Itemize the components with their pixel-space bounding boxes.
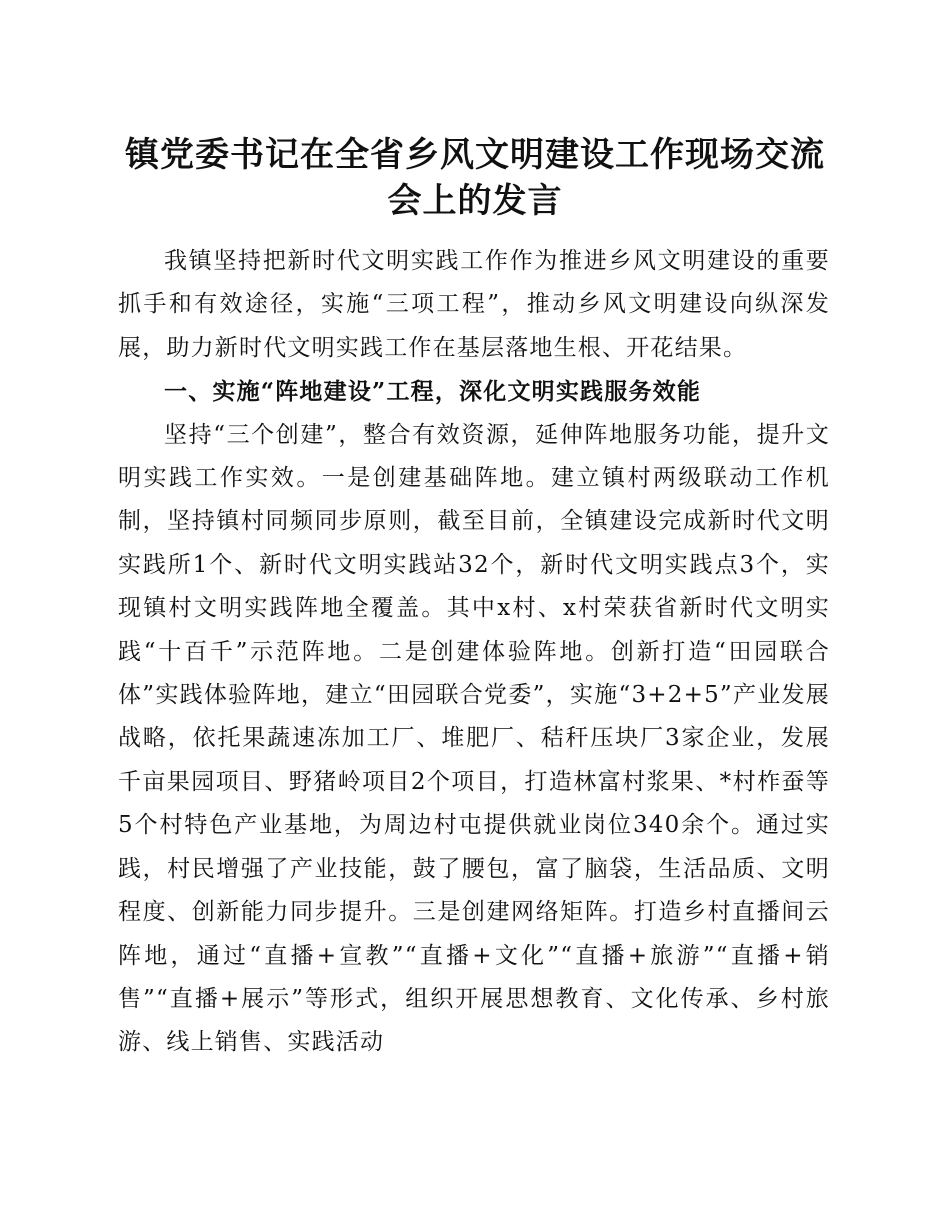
intro-paragraph: 我镇坚持把新时代文明实践工作作为推进乡风文明建设的重要抓手和有效途径，实施“三项工程”，推动乡风文明建设向纵深发展，助力新时代文明实践工作在基层落地生根、开花结果。 [118,248,830,361]
title-line-2: 会上的发言 [387,181,563,221]
section-1-paragraph: 坚持“三个创建”，整合有效资源，延伸阵地服务功能，提升文明实践工作实效。一是创建基础阵地。建立镇村两级联动工作机制，坚持镇村同频同步原则，截至目前，全镇建设完成新时代文明实践所1个、新时代文明实践站32个，新时代文明实践点3个，实现镇村文明实践阵地全覆盖。其中x村、x村荣获省新时代文明实践“十百千”示范阵地。二是创建体验阵地。创新打造“田园联合体”实践体验阵地，建立“田园联合党委”，实施“3+2+5”产业发展战略，依托果蔬速冻加工厂、堆肥厂、秸秆压块厂3家企业，发展千亩果园项目、野猪岭项目2个项目，打造林富村浆果、*村柞蚕等5个村特色产业基地，为周边村屯提供就业岗位340余个。通过实践，村民增强了产业技能，鼓了腰包，富了脑袋，生活品质、文明程度、创新能力同步提升。三是创建网络矩阵。打造乡村直播间云阵地，通过“直播+宣教”“直播+文化”“直播+旅游”“直播+销售”“直播+展示”等形式，组织开展思想教育、文化传承、乡村旅游、线上销售、实践活动 [118,421,830,1056]
title-line-1: 镇党委书记在全省乡风文明建设工作现场交流 [125,135,825,175]
section-heading-1: 一、实施“阵地建设”工程，深化文明实践服务效能 [164,378,702,406]
document-title [95,132,855,224]
document-body [118,240,830,1065]
